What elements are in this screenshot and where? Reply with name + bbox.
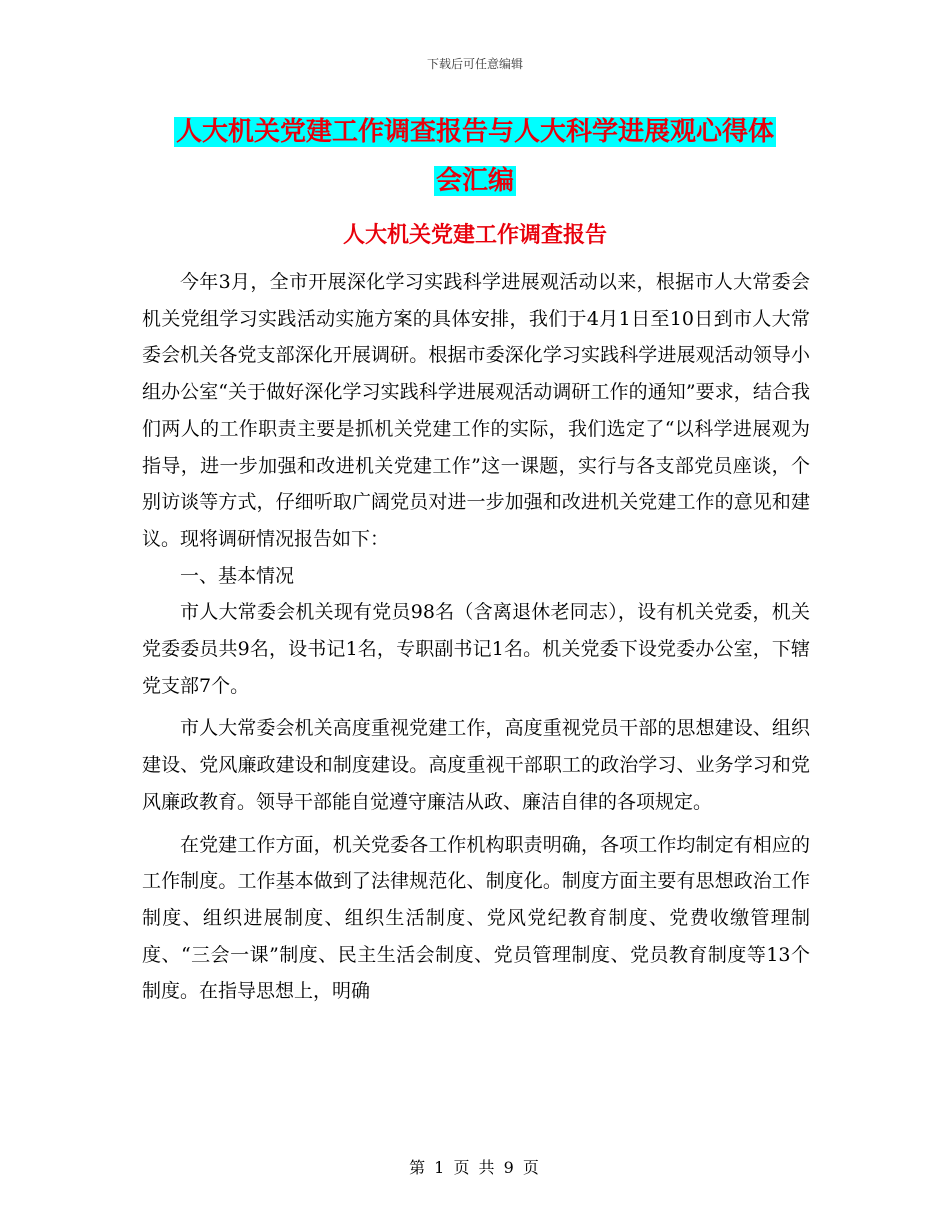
paragraph-members: 市人大常委会机关现有党员98名（含离退休老同志），设有机关党委，机关党委委员共9名，设书记1名，专职副书记1名。机关党委下设党委办公室，下辖党支部7个。: [142, 601, 810, 697]
paragraph-emphasis: 市人大常委会机关高度重视党建工作，高度重视党员干部的思想建设、组织建设、党风廉政建设和制度建设。高度重视干部职工的政治学习、业务学习和党风廉政教育。领导干部能自觉遵守廉洁从政、廉洁自律的各项规定。: [142, 717, 810, 813]
page-footer: 第 1 页 共 9 页: [409, 1158, 541, 1177]
paragraph-heading-basic: 一、基本情况: [180, 564, 295, 587]
paragraph-systems: 在党建工作方面，机关党委各工作机构职责明确，各项工作均制定有相应的工作制度。工作基本做到了法律规范化、制度化。制度方面主要有思想政治工作制度、组织进展制度、组织生活制度、党风党纪教育制度、党费收缴管理制度、“三会一课”制度、民主生活会制度、党员管理制度、党员教育制度等13个制度。在指导思想上，明确: [142, 833, 810, 1003]
paragraph-intro: 今年3月，全市开展深化学习实践科学进展观活动以来，根据市人大常委会机关党组学习实践活动实施方案的具体安排，我们于4月1日至10日到市人大常委会机关各党支部深化开展调研。根据市委深化学习实践科学进展观活动领导小组办公室“关于做好深化学习实践科学进展观活动调研工作的通知”要求，结合我们两人的工作职责主要是抓机关党建工作的实际，我们选定了“以科学进展观为指导，进一步加强和改进机关党建工作”这一课题，实行与各支部党员座谈，个别访谈等方式，仔细听取广阔党员对进一步加强和改进机关党建工作的意见和建议。现将调研情况报告如下：: [142, 271, 810, 550]
document-title: [140, 108, 810, 206]
document-title-line-2: 会汇编: [435, 166, 514, 196]
document-body: [142, 264, 810, 1010]
section-title: 人大机关党建工作调查报告: [342, 222, 607, 248]
document-title-line-1: 人大机关党建工作调查报告与人大科学进展观心得体: [175, 117, 774, 147]
page-header: 下载后可任意编辑: [426, 57, 523, 71]
